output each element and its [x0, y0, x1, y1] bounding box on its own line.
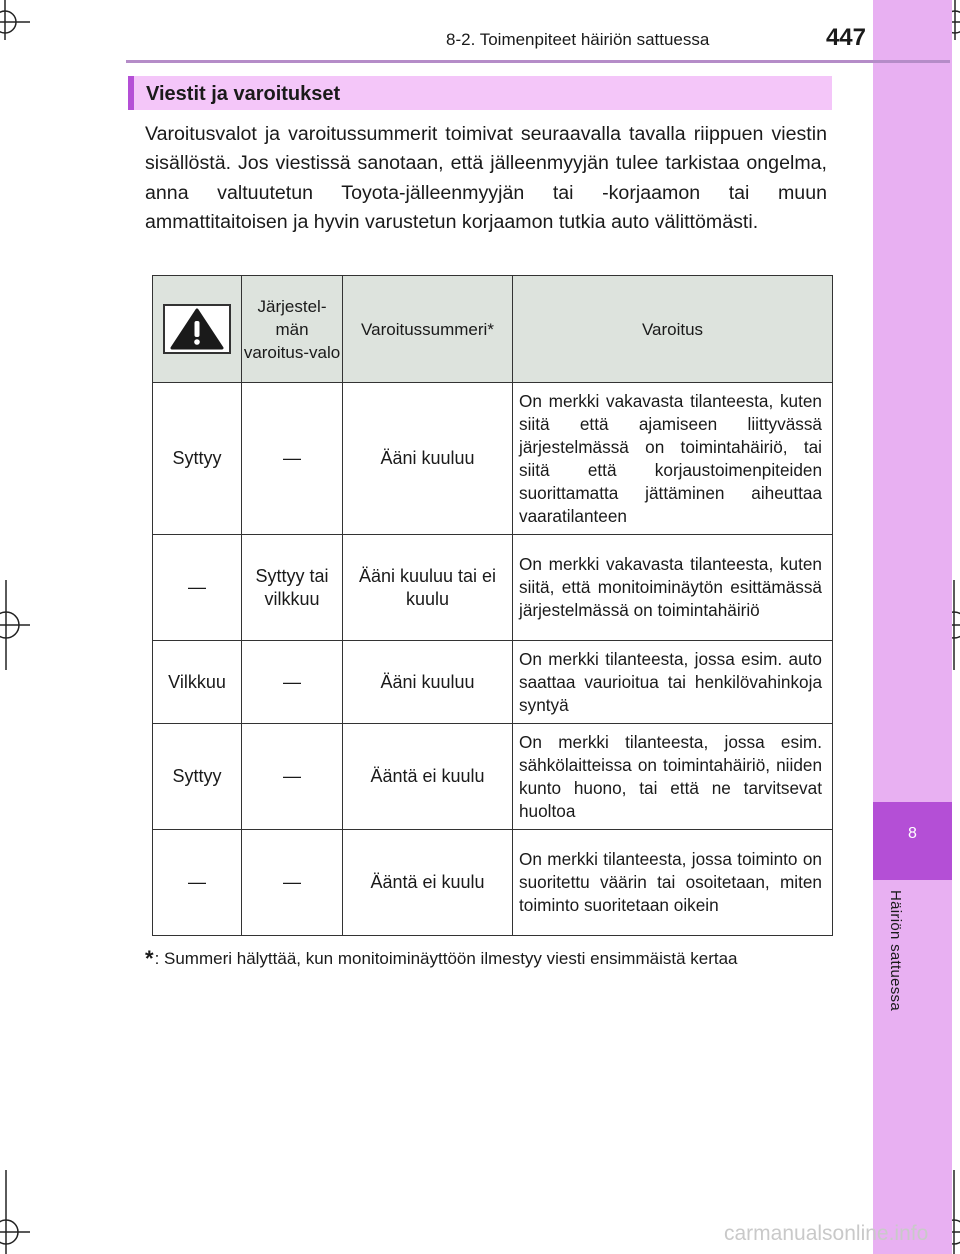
table-row: [153, 383, 833, 535]
cell-system-light: —: [242, 724, 343, 830]
crop-mark-bottom-left: [0, 1170, 30, 1254]
cell-indicator: —: [153, 830, 242, 936]
footnote-marker: *: [145, 946, 154, 971]
crop-mark-mid-left: [0, 580, 30, 670]
cell-buzzer: Ääni kuuluu: [343, 383, 513, 535]
cell-buzzer: Ääntä ei kuulu: [343, 724, 513, 830]
warning-triangle-icon: [165, 306, 229, 352]
cell-warning: On merkki vakavasta tilanteesta, kuten siitä että ajamiseen liittyvässä järjestelmässä on toimintahäiriö, tai siitä että korjaustoimenpiteiden suorittamatta jättäminen aiheuttaa vaaratilanteen: [513, 383, 833, 535]
footnote-text: : Summeri hälyttää, kun monitoiminäyttöön ilmestyy viesti ensimmäistä kertaa: [154, 949, 738, 968]
running-header: 8-2. Toimenpiteet häiriön sattuessa: [446, 30, 710, 49]
cell-warning: On merkki tilanteesta, jossa esim. sähkölaitteissa on toimintahäiriö, niiden kunto huono, tai että ne tarvitsevat huoltoa: [513, 724, 833, 830]
header-system-light: Järjestel-män varoitus-valo: [242, 276, 343, 383]
crop-mark-top-left: [0, 0, 30, 40]
chapter-number: 8: [873, 802, 952, 880]
page-number: 447: [825, 24, 866, 51]
header-buzzer: Varoitussummeri*: [343, 276, 513, 383]
table-row: [153, 724, 833, 830]
warnings-table: [152, 275, 833, 936]
cell-system-light: —: [242, 641, 343, 724]
cell-buzzer: Ääni kuuluu: [343, 641, 513, 724]
table-header-row: [153, 276, 833, 383]
cell-system-light: —: [242, 383, 343, 535]
section-heading-text: Viestit ja varoitukset: [146, 83, 341, 105]
header-rule: [126, 60, 950, 63]
cell-indicator: —: [153, 535, 242, 641]
watermark: carmanualsonline.info: [724, 1222, 929, 1245]
table-row: [153, 641, 833, 724]
table-row: [153, 535, 833, 641]
cell-warning: On merkki vakavasta tilanteesta, kuten siitä, että monitoiminäytön esittämässä järjestelmässä on toimintahäiriö: [513, 535, 833, 641]
cell-buzzer: Ääni kuuluu tai ei kuulu: [343, 535, 513, 641]
cell-indicator: Syttyy: [153, 383, 242, 535]
cell-buzzer: Ääntä ei kuulu: [343, 830, 513, 936]
section-heading: [128, 76, 832, 110]
footnote: [145, 946, 845, 972]
icon-frame: [163, 304, 231, 354]
cell-indicator: Vilkkuu: [153, 641, 242, 724]
table-row: [153, 830, 833, 936]
cell-system-light: Syttyy tai vilkkuu: [242, 535, 343, 641]
cell-indicator: Syttyy: [153, 724, 242, 830]
chapter-label: Häiriön sattuessa: [887, 890, 904, 1011]
cell-warning: On merkki tilanteesta, jossa toiminto on suoritettu väärin tai osoitetaan, miten toiminto suoritetaan oikein: [513, 830, 833, 936]
chapter-side-tab: [873, 0, 952, 1254]
header-icon-cell: [153, 276, 242, 383]
cell-system-light: —: [242, 830, 343, 936]
header-warning: Varoitus: [513, 276, 833, 383]
intro-paragraph: Varoitusvalot ja varoitussummerit toimivat seuraavalla tavalla riippuen viestin sisällöstä. Jos viestissä sanotaan, että jälleenmyyjän tulee tarkistaa ongelma, anna valtuutetun Toyota-jälleenmyyjän tai -korjaamon tai muun ammattitaitoisen ja hyvin varustetun korjaamon tutkia auto välittömästi.: [145, 123, 827, 234]
cell-warning: On merkki tilanteesta, jossa esim. auto saattaa vaurioitua tai henkilövahinkoja syntyä: [513, 641, 833, 724]
